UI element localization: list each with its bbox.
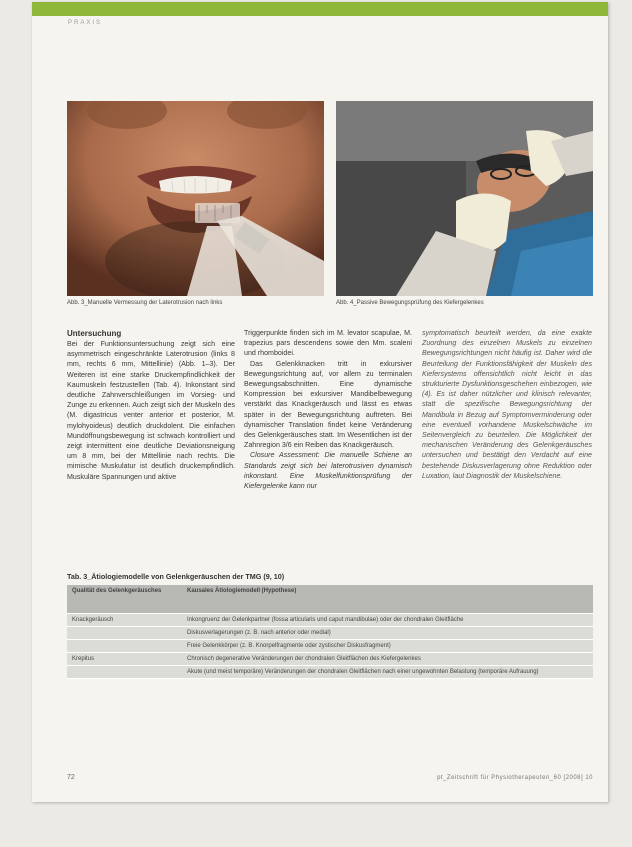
table-title: Tab. 3_Ätiologiemodelle von Gelenkgeräuschen der TMG (9, 10) <box>67 572 285 581</box>
figure-3-caption: Abb. 3_Manuelle Vermessung der Laterotrusion nach links <box>67 300 223 306</box>
figure-3-photo <box>67 101 324 296</box>
figure-4-photo <box>336 101 593 296</box>
paragraph: Triggerpunkte finden sich im M. levator scapulae, M. trapezius pars descendens sowie den Mm. scaleni und rhomboidei. <box>244 329 412 358</box>
table-header-cell: Kausales Ätiologiemodell (Hypothese) <box>182 585 593 614</box>
table-cell-model: Akute (und meist temporäre) Veränderungen der chondralen Gleitflächen nach einer ungewohnten Belastung (temporäre Aufrauung) <box>182 666 593 679</box>
figure-4-caption: Abb. 4_Passive Bewegungsprüfung des Kiefergelenkes <box>336 300 484 306</box>
running-head: PRAXIS <box>68 20 103 26</box>
table-header-row <box>67 585 593 614</box>
table-cell-model: Freie Gelenkkörper (z. B. Knorpelfragmente oder zystischer Diskusfragment) <box>182 640 593 653</box>
text-column-2 <box>244 328 412 491</box>
journal-footer: pt_Zeitschrift für Physiotherapeuten_60 [2008] 10 <box>437 775 593 781</box>
page-number: 72 <box>67 774 75 781</box>
section-heading: Untersuchung <box>67 329 122 338</box>
text-column-1 <box>67 328 235 482</box>
passive-joint-test-illustration <box>336 101 593 296</box>
table-cell-model: Chronisch degenerative Veränderungen der chondralen Gleitflächen des Kiefergelenkes <box>182 653 593 666</box>
table-cell-quality <box>67 640 182 653</box>
table-row <box>67 653 593 666</box>
table-cell-model: Inkongruenz der Gelenkpartner (fossa articularis und caput mandibulae) oder der chondralen Gleitfläche <box>182 614 593 627</box>
table-cell-quality: Knackgeräusch <box>67 614 182 627</box>
table-cell-quality: Krepitus <box>67 653 182 666</box>
table-row <box>67 627 593 640</box>
table-row <box>67 640 593 653</box>
etiology-table <box>67 585 593 679</box>
table-row <box>67 666 593 679</box>
table-cell-model: Diskusverlagerungen (z. B. nach anterior oder medial) <box>182 627 593 640</box>
text-column-3 <box>422 328 592 481</box>
mouth-measurement-illustration <box>67 101 324 296</box>
journal-page <box>32 2 608 802</box>
table-cell-quality <box>67 627 182 640</box>
paragraph: Bei der Funktionsuntersuchung zeigt sich eine asymmetrisch eingeschränkte Laterotrusion (links 8 mm, rechts 6 mm, Mittellinie) (Abb. 1–3). Der Weiteren ist eine starke Druckempfindlichkeit der Kaumuskeln festzustellen (Tab. 4). Inkonstant sind deutliche Zahnverschleißungen im Vorsieg- und Zunge zu erkennen. Auch zeigt sich der Muskeln des (M. digastricus venter anterior et posterior, M. mylohyoideus) deutlich druckdolent. Die einfachen Mundöffnungsbewegung ist schwach kontrolliert und zeigt intermittent eine deutliche Deviationsneigung um 8 mm, bei der Mittellinie nach rechts. Die mimische Muskulatur ist deutlich druckempfindlich. Muskuläre Spannungen und aktive <box>67 340 235 481</box>
top-color-bar <box>32 2 608 16</box>
paragraph: symptomatisch beurteilt werden, da eine exakte Zuordnung des einzelnen Muskels zu einzelnen Bewegungsrichtungen nicht häufig ist. Daher wird die Beurteilung der Funktionsfähigkeit der Muskeln des Kiefersystems offensichtlich nicht leicht in das strukturierte Dysfunktionsgeschehen einbezogen, wie (4). Es ist daher nützlicher und klinisch relevanter, statt die spezifische Bewegungsrichtung der Mandibula in Bezug auf Symptomverminderung oder eine eventuell vorhandene Muskelschwäche im Seitenvergleich zu beurteilen. Die Möglichkeit der mechanischen Veränderung des Gelenkgeräusches untersuchen und bestätigt den Verdacht auf eine bestehende Diskusverlagerung ohne Reduktion oder Luxation, laut Diagnostik der Muskelschiene. <box>422 329 592 480</box>
paragraph: Das Gelenkknacken tritt in exkursiver Bewegungsrichtung auf, vor allem zu terminalen Bewegungsabschnitten. Eine dynamische Kompression bei exkursiver Mandibelbewegung verstärkt das Knackgeräusch und lässt es etwas später in der Bewegungsrichtung auftreten. Bei dynamischer Translation findet keine Veränderung des Gelenkgeräusches statt. Im Wesentlichen ist der Zahnregion 3/6 ein Reiben das Knackgeräusch. <box>244 359 412 450</box>
paragraph: Closure Assessment: Die manuelle Schiene an Standards zeigt sich bei laterotrusiven dynamisch inkonstant. Eine Muskelfunktionsprüfung der Kiefergelenke kann nur <box>244 451 412 491</box>
table-header-cell: Qualität des Gelenkgeräusches <box>67 585 182 614</box>
table-row <box>67 614 593 627</box>
table-cell-quality <box>67 666 182 679</box>
